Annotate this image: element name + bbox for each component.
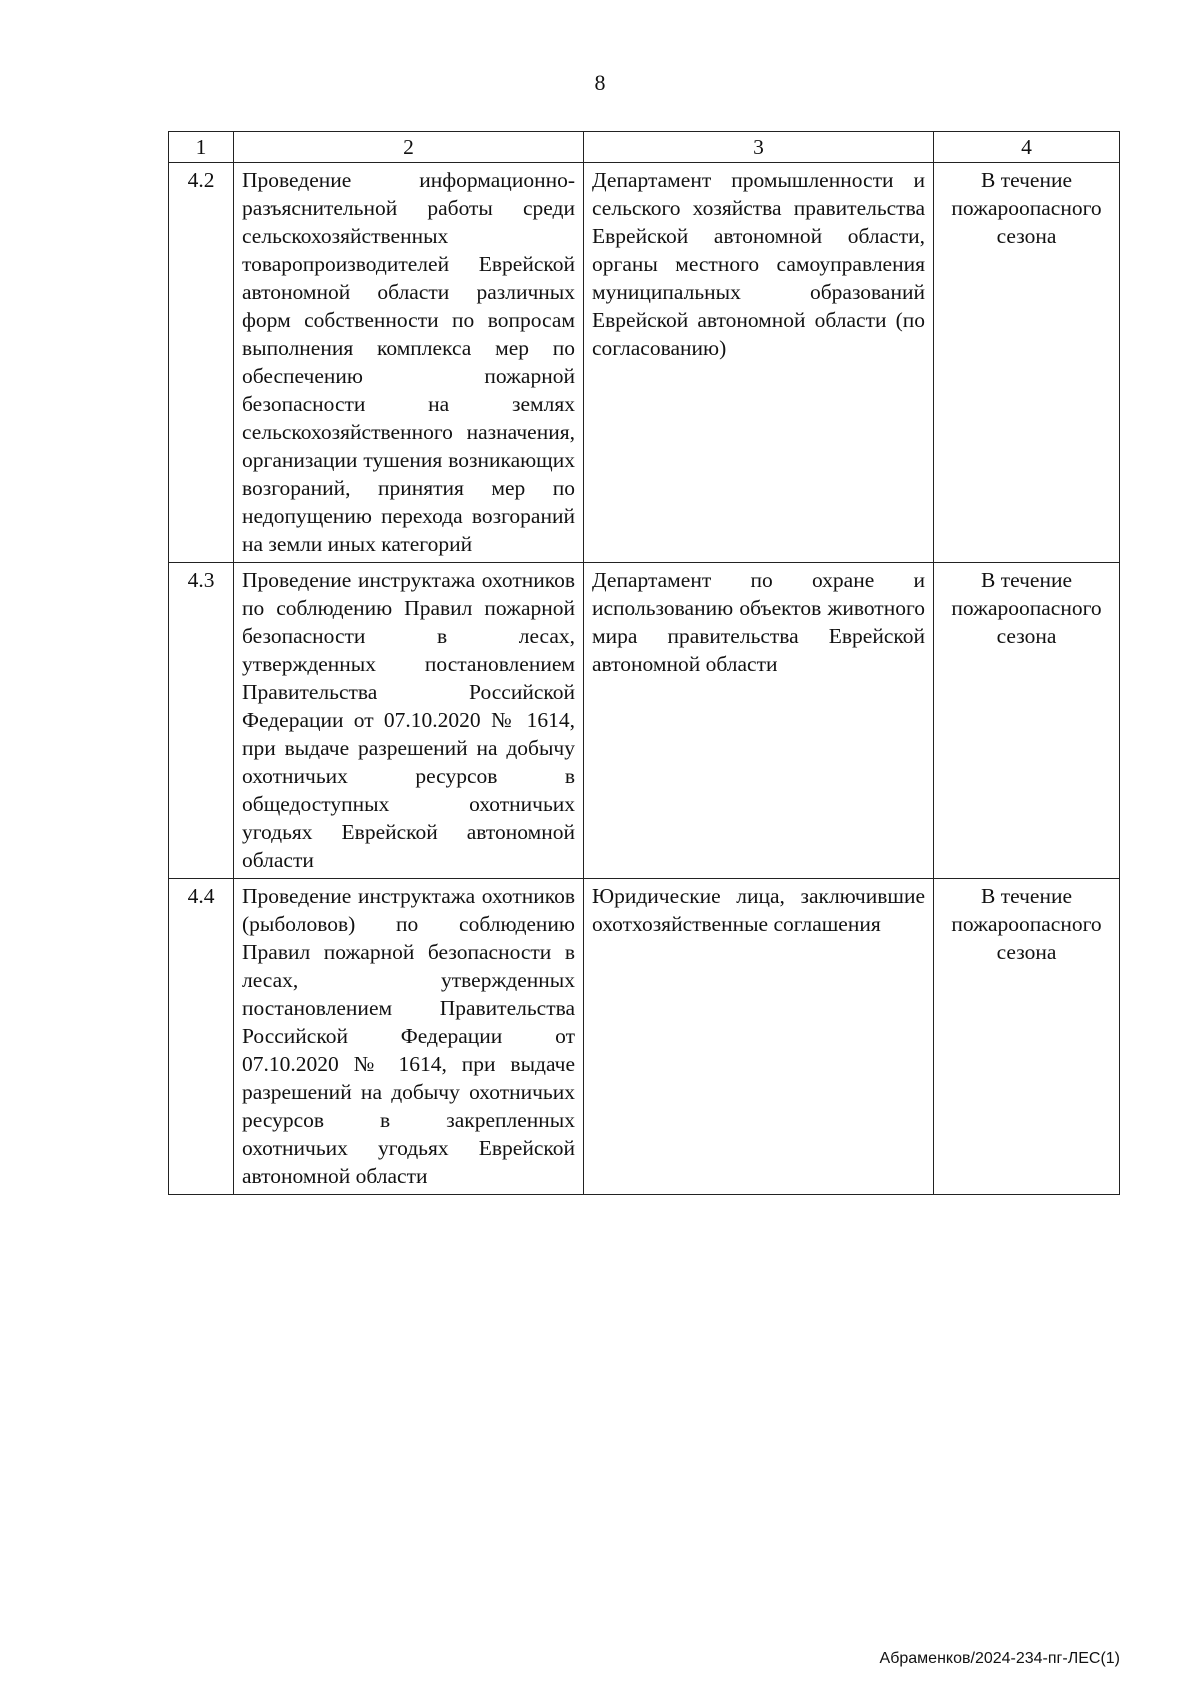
table-row (169, 879, 1120, 1195)
period-cell: В течение пожароопасного сезона (934, 163, 1120, 563)
row-number: 4.3 (169, 563, 234, 879)
table-header-row (169, 132, 1120, 163)
responsible-cell: Департамент по охране и использованию объектов животного мира правительства Еврейской автономной области (584, 563, 934, 879)
period-cell: В течение пожароопасного сезона (934, 563, 1120, 879)
action-cell: Проведение информационно-разъяснительной работы среди сельскохозяйственных товаропроизводителей Еврейской автономной области различных форм собственности по вопросам выполнения комплекса мер по обеспечению пожарной безопасности на землях сельскохозяйственного назначения, организации тушения возникающих возгораний, принятия мер по недопущению перехода возгораний на земли иных категорий (234, 163, 584, 563)
responsible-cell: Юридические лица, заключившие охотхозяйственные соглашения (584, 879, 934, 1195)
responsible-cell: Департамент промышленности и сельского хозяйства правительства Еврейской автономной области, органы местного самоуправления муниципальных образований Еврейской автономной области (по согласованию) (584, 163, 934, 563)
table-row (169, 163, 1120, 563)
column-header-2: 2 (234, 132, 584, 163)
row-number: 4.2 (169, 163, 234, 563)
column-header-1: 1 (169, 132, 234, 163)
action-cell: Проведение инструктажа охотников по соблюдению Правил пожарной безопасности в лесах, утвержденных постановлением Правительства Российской Федерации от 07.10.2020 № 1614, при выдаче разрешений на добычу охотничьих ресурсов в общедоступных охотничьих угодьях Еврейской автономной области (234, 563, 584, 879)
column-header-4: 4 (934, 132, 1120, 163)
table-row (169, 563, 1120, 879)
page-number: 8 (594, 70, 606, 95)
period-cell: В течение пожароопасного сезона (934, 879, 1120, 1195)
measures-table (168, 131, 1120, 1195)
row-number: 4.4 (169, 879, 234, 1195)
column-header-3: 3 (584, 132, 934, 163)
document-footer-code: Абраменков/2024-234-пг-ЛЕС(1) (879, 1650, 1120, 1667)
action-cell: Проведение инструктажа охотников (рыболовов) по соблюдению Правил пожарной безопасности в лесах, утвержденных постановлением Правительства Российской Федерации от 07.10.2020 № 1614, при выдаче разрешений на добычу охотничьих ресурсов в закрепленных охотничьих угодьях Еврейской автономной области (234, 879, 584, 1195)
